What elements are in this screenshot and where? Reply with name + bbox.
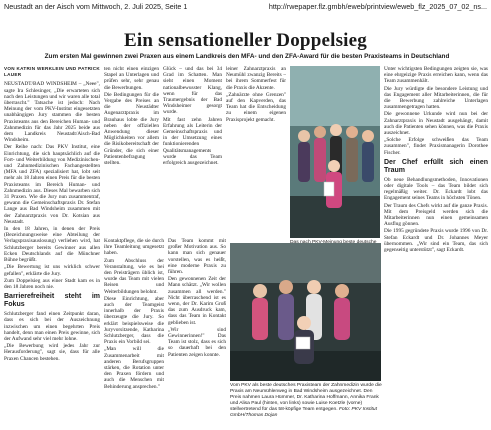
paragraph: „Die Bewerbung wird jedes Jahr zur Herausforderung", sagt sie, dass für alle Praxen Chancen bestehen. <box>4 343 100 362</box>
photo-illustration <box>230 243 381 381</box>
paragraph: leiner Zahnarztpraxis an Neumühl zwanzig Bereits – bei ihrem Sommerfest für die Praxis die Akzente. <box>226 66 286 91</box>
article-column-2 <box>104 66 159 238</box>
paragraph: Ob neue Behandlungsmethoden, Innovationen oder digitale Tools – das Team bildet sich regelmäßig weiter. Dr. Eckardt lobt das Engagement seines Teams in höchsten Tönen. <box>384 176 488 202</box>
paragraph: Der Traum des Chefs wirkt auf die ganze Praxis. Mit dem Preisgeld werden sich die Mitarbeiterinnen nun einen gemeinsamen Ausflug gönnen. <box>384 202 488 228</box>
paragraph: Zum Doppelsieg aus einer Stadt kam es in den 18 Jahren noch nie. <box>4 277 100 290</box>
article-column-4 <box>226 66 286 238</box>
article-column-3 <box>163 66 222 238</box>
paragraph: „Die Bewertung ist uns wirklich schwer gefallen", erklärte die Jury. <box>4 264 100 277</box>
byline: VON KATRIN WERKLEIN UND PATRICK LAUER <box>4 66 100 78</box>
article-column-1 <box>4 66 100 430</box>
team-photo-zahnmedizin <box>230 243 381 381</box>
paragraph: „Zahnärzte ohne Grenzen" auf den Kapverden, das Team hat die Entscheidung zu einem eigenen Praxisprojekt gemacht. <box>226 91 286 123</box>
crosshead-chef-traum: Der Chef erfüllt sich einen Traum <box>384 158 488 174</box>
paragraph: Mit fast zehn Jahren Erfahrung als Leiterin der Gemeinschaftspraxis und in der Umsetzung eines funktionierenden Qualitätsmanagements wurde das Team erfolgreich ausgezeichnet. <box>163 116 222 167</box>
article-subheadline: Zum ersten Mal gewinnen zwei Praxen aus einem Landkreis den MFA- und den ZFA-Award für die besten Praxisteams in Deutschland <box>44 53 450 60</box>
paragraph: „Man will die Zusammenarbeit mit anderen Berufsgruppen stärken, die Rotation unter den Praxen fördern und auch die Menschen mit Behinderung ansprechen." <box>104 346 164 390</box>
photo-illustration <box>290 66 380 238</box>
paragraph: „Solche Erfolge schweißen das Team zusammen", findet Praxismanagerin Dorothee Fischer. <box>384 137 488 156</box>
article-column-6 <box>384 66 488 430</box>
paragraph: Den gewonnenen Zeit der Mann schätzt. „Wir wollen zusammen all werden." Nicht überraschend ist es wenn, der Dr. Karim Groß das zum Ausdruck kam, dass das Team in Kontakt geblieben ist. <box>168 276 226 326</box>
newspaper-edition-line: Neustadt an der Aisch vom Mittwoch, 2. Juli 2025, Seite 1 <box>4 2 188 11</box>
paragraph: Die Jury würdigte die besondere Leistung und das Engagement aller Mitarbeiterinnen, die für die Bewerbung zahlreiche Unterlagen zusammengetragen hatten. <box>384 85 488 111</box>
article-column-3-lower <box>168 238 226 430</box>
caption-text: Vom PKV als beste deutsches Praxisteam der Zahnmedizin wurde die Praxis am Neumühlenweg in Bad Windsheim ausgezeichnet. Den Preis nahmen Laura Hümmer, Dr. Katharina Hoffmann, Annika Frank und Alisa Paul (hinten, von links) sowie Luise Koetzle (vorne) stellvertretend für das 58-köpfige Team entgegen. <box>230 383 382 412</box>
paragraph: Die 1995 gegründete Praxis wurde 1996 von Dr. Stefan Eckardt und Dr. Johannes Meyer übernommen. „Wir sind ein Team, das sich gegenseitig unterstützt", sagt Eckardt. <box>384 228 488 254</box>
paragraph: Die Bedingungen für die Vergabe des Preises an die Neustädter Augenarztpraxis im Brauhaus lobte die Jury neben der offiziellen Anwendung dieser Möglichkeiten vor allem die Risikobereitschaft der Gründer, die sich einer Patientenbefragung stellten. <box>104 91 159 167</box>
page-header <box>0 0 491 14</box>
paragraph: Glück – und das bei 34 Grad im Schatten. Man sieht einen Moment nationalbewusster Klang, wenn für das Traumergebnis der Bad Windsheimer gesorgt wurde. <box>163 66 222 116</box>
paragraph: In den 18 Jahren, in denen der Preis (Bezeichnungsweise eine Abteilung der Verlagspraxisauslosung) verliehen wird, hat Schlutzberger bereits Gewinner aus allen Ecken Deutschlands auf die Münchner Bühne begrüßt. <box>4 226 100 264</box>
paragraph: Zum Abschluss der Veranstaltung, wie es bei den Preisträgern üblich ist, wurde das Team mit vielen Reisen und Weiterbildungen belohnt. <box>104 257 164 295</box>
paragraph: Schlutzberger fand einen Zeitpunkt daran, dass es sich bei der Auszeichnung inzwischen um einen begehrten Preis handelt, denn man einen Preis gewinne, sich der Aufwand sehr viel mehr lohne. <box>4 311 100 342</box>
paragraph: Der Reihe nach: Das PKV Institut, eine Einrichtung, die sich hauptsächlich auf die Fort- und Weiterbildung von Medizinischen- und Zahnmedizinischen Fachangestellten (MFA und ZFA) spezialisiert hat, lobt seit mehr als 18 Jahren einen Preis für die besten Praxisteams im Bereich Human- und Zahnmedizin aus. Dieses Mal bewarben sich 31 Praxen. Wie die Jury nun zusammentraf, gewann die Gemeinschaftspraxis Dr. Stefan Lange aus Bad Windsheim zusammen mit der Zahnarztpraxis von Dr. Kotsian aus Neustadt. <box>4 144 100 225</box>
photo-credit: Foto: PKV Institut GmbH/Thomas Dojan <box>230 406 377 418</box>
article-headline: Ein sensationeller Doppelsieg <box>124 30 367 51</box>
photo-caption-zahnmedizin <box>230 383 382 418</box>
paragraph: Diese Einrichtung, aber auch der Teamgeist innerhalb der Praxis überzeugte die Jury. So erklärt beispielsweise die Juryvorsitzende, Katharina Schlutzberger, dass die Praxis ein Vorbild sei. <box>104 295 164 346</box>
paragraph: Das Team kommt mit großer Motivation aus. So kann man sich genauer vorstellen, was es heißt, eine moderne Praxis zu führen. <box>168 238 226 276</box>
team-photo-humanmedizin <box>290 66 380 238</box>
source-url[interactable]: http://rwepaper.flz.gmbh/eweb/printview/eweb_flz_2025_07_02_ns... <box>268 2 487 11</box>
paragraph: Unter wichtigsten Bedingungen zeigten sie, was eine ehrgeizige Praxis erreichen kann, wenn das Team zusammenhält. <box>384 66 488 85</box>
article-column-2-lower <box>104 238 164 430</box>
paragraph: NEUSTADT/BAD WINDSHEIM – „Neee", sagte Ira Schlesinger, „Die erwarteten sich nach den Leistungen und wir waren alle total überrascht." Tatsache ist jedoch: Nach Meinung der vom PKV-Institut eingesetzten unabhängigen Jury stammen die besten Praxisteams aus den Bereichen Human- und Zahnmedizin für das Jahr 2025 beide aus dem Landkreis Neustadt/Aisch-Bad Windsheim. <box>4 81 100 144</box>
paragraph: ten nicht einen einzigen Stapel an Unterlagen und prüfen sehr, sehr genau die Bewerbungen. <box>104 66 159 91</box>
crosshead-barrierefreiheit: Barrierefreiheit steht im Fokus <box>4 293 100 309</box>
paragraph: Die gewonnene Urkunde wird nun bei der Zahnarztpraxis in Neustadt ausgehängt, damit auch die Patienten sehen können, was die Praxis auszeichnet. <box>384 111 488 137</box>
paragraph: „Wir sind Gewinnerinnen!" Das Team ist stolz, dass es sich so dauerhaft bei den Patienten zeigen konnte. <box>168 326 226 358</box>
paragraph: Kontaktpflege, die sie durch ihre Teamleitung umgesetzt haben. <box>104 238 164 257</box>
